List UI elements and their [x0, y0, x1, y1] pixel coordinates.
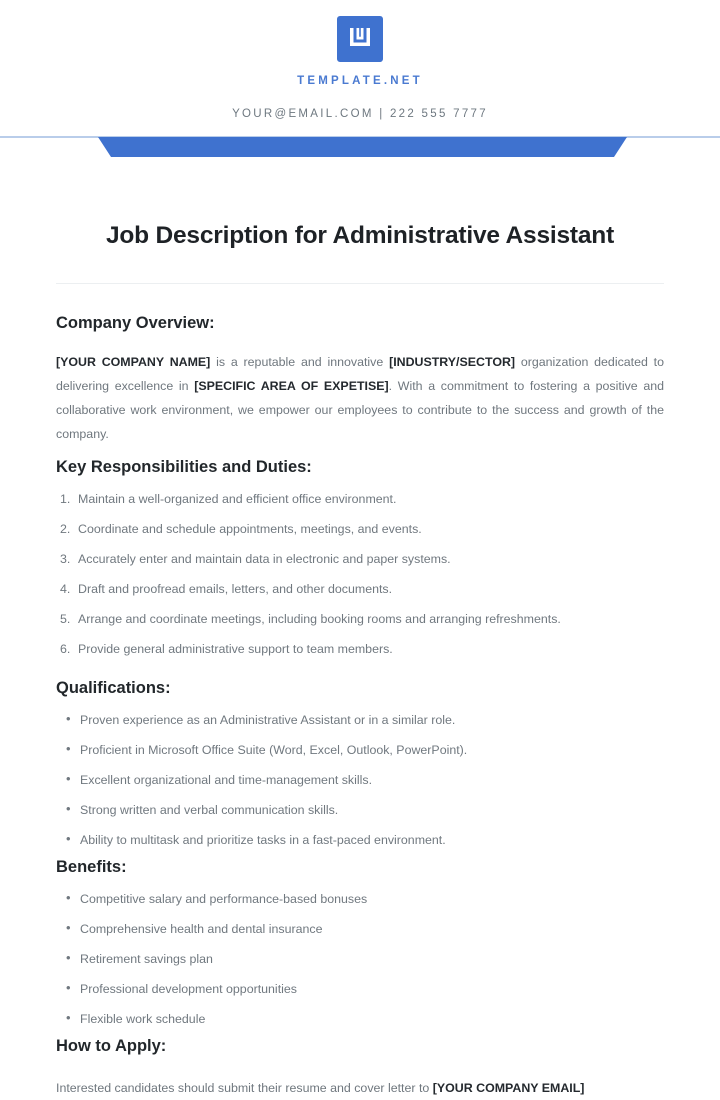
list-item: • Strong written and verbal communication skills.	[66, 802, 664, 818]
placeholder-token: [YOUR COMPANY EMAIL]	[432, 1081, 585, 1096]
list-item: • Ability to multitask and prioritize tasks in a fast-paced environment.	[66, 832, 664, 848]
company-overview-paragraph	[56, 350, 664, 446]
body-text: . With a commitment to fostering a positive and collaborative work environment, we empower our employees to contribute to the success and growth of the company.	[56, 379, 665, 441]
placeholder-token: [INDUSTRY/SECTOR]	[389, 355, 516, 369]
list-item: • Proven experience as an Administrative Assistant or in a similar role.	[66, 712, 664, 728]
list-item: Provide general administrative support to team members.	[78, 642, 393, 657]
placeholder-token: [SPECIFIC AREA OF EXPETISE]	[194, 379, 389, 393]
section-heading-benefits: Benefits:	[56, 858, 127, 877]
section-heading-how-to-apply: How to Apply:	[56, 1037, 167, 1056]
list-item: • Retirement savings plan	[66, 951, 664, 967]
list-item: Arrange and coordinate meetings, including booking rooms and arranging refreshments.	[78, 612, 561, 627]
list-item: • Professional development opportunities	[66, 981, 664, 997]
title-divider	[56, 283, 664, 284]
list-item: • Comprehensive health and dental insurance	[66, 921, 664, 937]
qualifications-list	[56, 712, 664, 848]
section-heading-key-responsibilities: Key Responsibilities and Duties:	[56, 458, 312, 477]
list-item: Accurately enter and maintain data in electronic and paper systems.	[78, 552, 451, 567]
body-text: Interested candidates should submit their resume and cover letter to	[56, 1081, 433, 1096]
header-banner	[0, 136, 720, 166]
placeholder-token: [YOUR COMPANY NAME]	[56, 355, 211, 369]
contact-info: YOUR@EMAIL.COM | 222 555 7777	[232, 108, 488, 120]
body-text: is a reputable and innovative	[210, 355, 390, 369]
list-item: • Flexible work schedule	[66, 1011, 664, 1027]
section-heading-qualifications: Qualifications:	[56, 679, 171, 698]
section-heading-company-overview: Company Overview:	[56, 314, 215, 332]
list-item: • Excellent organizational and time-management skills.	[66, 772, 664, 788]
body-text: organization dedicated to delivering excellence in	[56, 355, 665, 393]
benefits-list	[56, 891, 664, 1027]
list-item: Coordinate and schedule appointments, meetings, and events.	[78, 522, 422, 537]
logo-u-glyph	[347, 27, 373, 51]
letterhead	[0, 0, 720, 120]
template-net-logo-icon	[337, 16, 383, 62]
list-item: • Competitive salary and performance-based bonuses	[66, 891, 664, 907]
document-body	[0, 222, 720, 1100]
list-item: Draft and proofread emails, letters, and other documents.	[78, 582, 393, 597]
brand-wordmark: TEMPLATE.NET	[297, 75, 423, 87]
banner-trapezoid-shape	[85, 137, 640, 157]
responsibilities-list	[56, 491, 664, 657]
list-item: • Proficient in Microsoft Office Suite (Word, Excel, Outlook, PowerPoint).	[66, 742, 664, 758]
how-to-apply-paragraph	[56, 1076, 664, 1100]
list-item: Maintain a well-organized and efficient office environment.	[78, 492, 397, 507]
page-title: Job Description for Administrative Assistant	[105, 222, 615, 249]
